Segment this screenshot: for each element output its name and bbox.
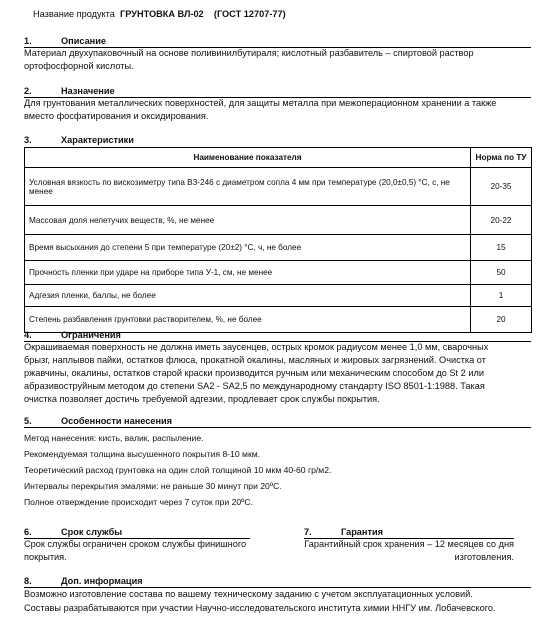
- list-item: Теоретический расход грунтовка на один слой толщиной 10 мкм 40-60 гр/м2.: [24, 465, 332, 475]
- section-title: Ограничения: [61, 330, 121, 340]
- table-header-row: [25, 148, 532, 168]
- list-item: Полное отверждение происходит через 7 суток при 20ºС.: [24, 497, 253, 507]
- text-line: абразивоструйным методом до степени SA2 - SA2,5 по международному стандарту ISO 8501-1:1988. Такая: [24, 381, 485, 391]
- section-number: 6.: [24, 527, 32, 537]
- section-number: 4.: [24, 330, 32, 340]
- section-1-text: [24, 47, 532, 73]
- section-2-text: [24, 97, 532, 123]
- section-number: 1.: [24, 36, 32, 46]
- section-4-text: [24, 341, 532, 406]
- table-cell-value: 20: [471, 307, 532, 333]
- cell-line: менее: [29, 186, 53, 196]
- product-label: Название продукта: [33, 9, 115, 19]
- text-line: Возможно изготовление состава по вашему техническому заданию с учетом эксплуатационных условий.: [24, 589, 473, 599]
- section-number: 2.: [24, 86, 32, 96]
- section-number: 5.: [24, 416, 32, 426]
- table-cell-name: Время высыхания до степени 5 при температуре (20±2) °С, ч, не более: [25, 235, 471, 261]
- text-line: ортофосфорной кислоты.: [24, 61, 134, 71]
- section-title: Описание: [61, 36, 106, 46]
- text-line: Материал двухупаковочный на основе поливинилбутираля; кислотный разбавитель – спиртовой раствор: [24, 48, 474, 58]
- section-title: Доп. информация: [61, 576, 143, 586]
- section-number: 7.: [304, 527, 312, 537]
- table-row: [25, 235, 532, 261]
- table-cell-value: 20-35: [471, 168, 532, 206]
- characteristics-table: [24, 147, 532, 333]
- column-header-name: Наименование показателя: [25, 148, 471, 168]
- table-cell-name: Адгезия пленки, баллы, не более: [25, 285, 471, 307]
- table-cell-value: 20-22: [471, 206, 532, 235]
- section-title: Гарантия: [341, 527, 383, 537]
- product-name: ГРУНТОВКА ВЛ-02: [120, 9, 204, 19]
- text-line: Окрашиваемая поверхность не должна иметь заусенцев, острых кромок радиусом менее 1,0 мм, сварочных: [24, 342, 489, 352]
- table-cell-name: Степень разбавления грунтовки растворителем, %, не более: [25, 307, 471, 333]
- list-item: Интервалы перекрытия эмалями: не раньше 30 минут при 20ºС.: [24, 481, 282, 491]
- column-header-norm: Норма по ТУ: [471, 148, 532, 168]
- text-line: вместо фосфатирования и оксидирования.: [24, 111, 209, 121]
- text-line: Составы разрабатываются при участии Научно-исследовательского института химии ННГУ им. Лобачевского.: [24, 603, 496, 613]
- table-cell-name: Массовая доля нелетучих веществ, %, не менее: [25, 206, 471, 235]
- text-line: Гарантийный срок хранения – 12 месяцев со дня: [304, 539, 514, 549]
- section-number: 3.: [24, 135, 32, 145]
- table-cell-value: 15: [471, 235, 532, 261]
- text-line: Для грунтования металлических поверхностей, для защиты металла при межоперационном хранении а также: [24, 98, 497, 108]
- table-cell-name: Прочность пленки при ударе на приборе типа У-1, см, не менее: [25, 261, 471, 285]
- text-line: брызг, наплывов пайки, остатков флюса, прокатной окалины, масляных и жировых загрязнений. Очистка от: [24, 355, 486, 365]
- section-5-list: [24, 432, 532, 508]
- list-item: Метод нанесения: кисть, валик, распыление.: [24, 433, 204, 443]
- table-row: [25, 206, 532, 235]
- section-divider: [24, 427, 531, 428]
- product-header: [33, 8, 286, 21]
- section-6-text: [24, 538, 246, 564]
- section-title: Характеристики: [61, 135, 134, 145]
- text-line: Срок службы ограничен сроком службы финишного: [24, 539, 247, 549]
- text-line: ржавчины, окалины, остатков старой краски производится ручным или механическим способом до St 2 или: [24, 368, 484, 378]
- section-title: Особенности нанесения: [61, 416, 173, 426]
- table-cell-value: 1: [471, 285, 532, 307]
- table-row: [25, 261, 532, 285]
- table-cell-value: 50: [471, 261, 532, 285]
- table-row: [25, 307, 532, 333]
- text-line: изготовления.: [454, 552, 514, 562]
- section-7-text: [304, 538, 514, 564]
- text-line: покрытия.: [24, 552, 67, 562]
- cell-line: Условная вязкость по вискозиметру типа ВЗ-246 с диаметром сопла 4 мм при температуре (20,0±0,5) °С, с, не: [29, 177, 450, 187]
- table-row: [25, 285, 532, 307]
- section-title: Назначение: [61, 86, 115, 96]
- section-title: Срок службы: [61, 527, 123, 537]
- table-row: [25, 168, 532, 206]
- table-cell-name: [25, 168, 471, 206]
- product-standard: (ГОСТ 12707-77): [213, 9, 286, 19]
- text-line: очистка позволяет достичь требуемой адгезии, продлевает срок службы покрытия.: [24, 394, 380, 404]
- section-number: 8.: [24, 576, 32, 586]
- list-item: Рекомендуемая толщина высушенного покрытия 8-10 мкм.: [24, 449, 261, 459]
- section-8-text: [24, 587, 532, 615]
